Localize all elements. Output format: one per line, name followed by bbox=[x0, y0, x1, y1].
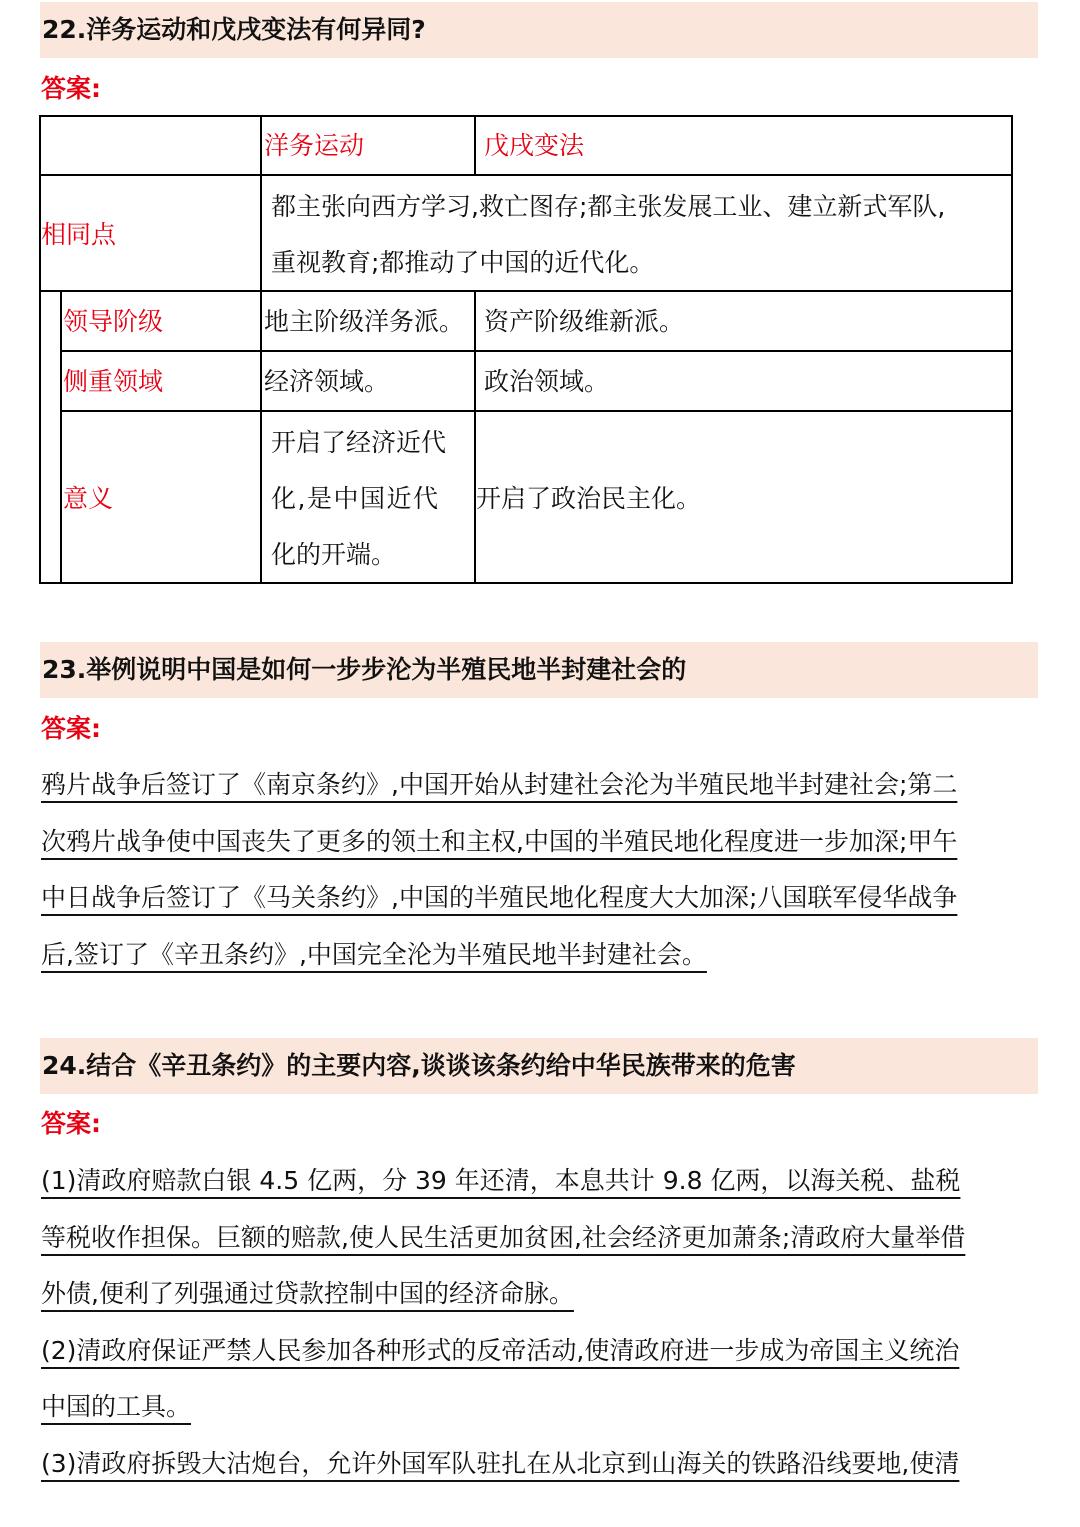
header-wuxu: 戊戌变法 bbox=[484, 131, 585, 160]
same-text-line2: 重视教育;都推动了中国的近代化。 bbox=[271, 248, 655, 277]
row-label-meaning: 意义 bbox=[63, 484, 114, 513]
leader-wuxu: 资产阶级维新派。 bbox=[484, 307, 685, 336]
meaning-wuxu: 开启了政治民主化。 bbox=[476, 484, 702, 513]
focus-yangwu: 经济领域。 bbox=[264, 367, 390, 396]
header-yangwu: 洋务运动 bbox=[264, 131, 365, 160]
meaning-yangwu-line1: 开启了经济近代 bbox=[271, 428, 447, 457]
row-label-leader: 领导阶级 bbox=[63, 307, 164, 336]
answer-23-text bbox=[41, 757, 1039, 983]
answer-23-line: 中日战争后签订了《马关条约》,中国的半殖民地化程度大大加深;八国联军侵华战争 bbox=[41, 883, 958, 912]
answer-24-text bbox=[41, 1153, 1039, 1492]
answer-label-22: 答案: bbox=[41, 74, 101, 103]
answer-24-line: 中国的工具。 bbox=[41, 1392, 192, 1421]
row-label-focus: 侧重领域 bbox=[63, 367, 164, 396]
focus-wuxu: 政治领域。 bbox=[484, 367, 610, 396]
row-label-same: 相同点 bbox=[41, 220, 117, 249]
answer-24-line: (3)清政府拆毁大沽炮台，允许外国军队驻扎在从北京到山海关的铁路沿线要地,使清 bbox=[41, 1448, 960, 1478]
meaning-yangwu-line2: 化,是中国近代 bbox=[271, 484, 440, 513]
question-24-title: 24.结合《辛丑条约》的主要内容,谈谈该条约给中华民族带来的危害 bbox=[40, 1038, 1038, 1094]
leader-yangwu: 地主阶级洋务派。 bbox=[264, 307, 465, 336]
answer-23-line: 后,签订了《辛丑条约》,中国完全沦为半殖民地半封建社会。 bbox=[41, 939, 707, 969]
question-22-title: 22.洋务运动和戊戌变法有何异同? bbox=[40, 2, 1038, 58]
question-23-title: 23.举例说明中国是如何一步步沦为半殖民地半封建社会的 bbox=[40, 642, 1038, 698]
answer-23-line: 鸦片战争后签订了《南京条约》,中国开始从封建社会沦为半殖民地半封建社会;第二 bbox=[41, 770, 958, 799]
answer-label-23: 答案: bbox=[41, 714, 101, 743]
answer-label-24: 答案: bbox=[41, 1109, 101, 1138]
answer-24-line: 等税收作担保。巨额的赔款,使人民生活更加贫困,社会经济更加萧条;清政府大量举借 bbox=[41, 1222, 966, 1252]
comparison-table bbox=[39, 115, 1013, 584]
answer-24-line: (1)清政府赔款白银 4.5 亿两，分 39 年还清，本息共计 9.8 亿两，以海关税、盐税 bbox=[41, 1166, 961, 1195]
meaning-yangwu-line3: 化的开端。 bbox=[271, 540, 397, 569]
answer-23-line: 次鸦片战争使中国丧失了更多的领土和主权,中国的半殖民地化程度进一步加深;甲午 bbox=[41, 826, 958, 856]
answer-24-line: 外债,便利了列强通过贷款控制中国的经济命脉。 bbox=[41, 1279, 574, 1308]
same-text-line1: 都主张向西方学习,救亡图存;都主张发展工业、建立新式军队, bbox=[271, 192, 946, 221]
answer-24-line: (2)清政府保证严禁人民参加各种形式的反帝活动,使清政府进一步成为帝国主义统治 bbox=[41, 1335, 960, 1365]
